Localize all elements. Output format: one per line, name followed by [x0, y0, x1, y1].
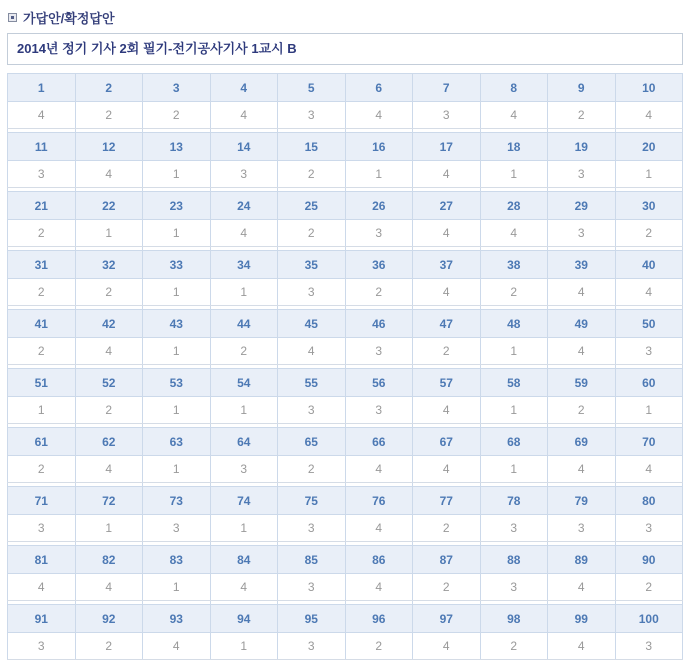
answer-cell: 1 — [8, 397, 76, 424]
question-number-cell: 25 — [278, 192, 346, 220]
question-number-cell: 65 — [278, 428, 346, 456]
answer-cell: 2 — [345, 633, 413, 660]
question-number-cell: 5 — [278, 74, 346, 102]
answer-row — [8, 279, 683, 306]
question-number-cell: 18 — [480, 133, 548, 161]
question-number-cell: 61 — [8, 428, 76, 456]
answer-cell: 4 — [210, 220, 278, 247]
answer-cell: 3 — [548, 161, 616, 188]
answer-cell: 3 — [278, 574, 346, 601]
question-number-cell: 89 — [548, 546, 616, 574]
question-number-cell: 23 — [143, 192, 211, 220]
answer-cell: 3 — [345, 397, 413, 424]
answer-cell: 1 — [480, 456, 548, 483]
answer-cell: 2 — [8, 456, 76, 483]
question-number-row — [8, 251, 683, 279]
answer-cell: 4 — [345, 574, 413, 601]
question-number-cell: 8 — [480, 74, 548, 102]
answer-cell: 4 — [548, 456, 616, 483]
question-number-cell: 76 — [345, 487, 413, 515]
question-number-cell: 83 — [143, 546, 211, 574]
question-number-row — [8, 133, 683, 161]
answer-row — [8, 574, 683, 601]
answer-cell: 3 — [548, 220, 616, 247]
answer-cell: 2 — [210, 338, 278, 365]
answer-cell: 2 — [143, 102, 211, 129]
question-number-cell: 67 — [413, 428, 481, 456]
question-number-cell: 57 — [413, 369, 481, 397]
answer-cell: 4 — [548, 279, 616, 306]
question-number-cell: 9 — [548, 74, 616, 102]
question-number-cell: 99 — [548, 605, 616, 633]
answer-cell: 3 — [615, 338, 683, 365]
question-number-cell: 64 — [210, 428, 278, 456]
question-number-cell: 39 — [548, 251, 616, 279]
section-heading — [8, 8, 683, 26]
answer-cell: 4 — [210, 574, 278, 601]
question-number-row — [8, 74, 683, 102]
answer-cell: 3 — [8, 515, 76, 542]
question-number-cell: 86 — [345, 546, 413, 574]
question-number-cell: 37 — [413, 251, 481, 279]
section-bullet-icon — [8, 13, 17, 22]
answer-cell: 3 — [278, 515, 346, 542]
answer-cell: 2 — [278, 456, 346, 483]
answer-cell: 4 — [548, 574, 616, 601]
question-number-cell: 16 — [345, 133, 413, 161]
question-number-cell: 44 — [210, 310, 278, 338]
question-number-cell: 36 — [345, 251, 413, 279]
answer-cell: 1 — [143, 574, 211, 601]
answer-cell: 2 — [75, 102, 143, 129]
question-number-cell: 38 — [480, 251, 548, 279]
question-number-cell: 58 — [480, 369, 548, 397]
answer-cell: 3 — [278, 279, 346, 306]
answer-cell: 2 — [75, 397, 143, 424]
question-number-cell: 98 — [480, 605, 548, 633]
question-number-row — [8, 546, 683, 574]
question-number-cell: 51 — [8, 369, 76, 397]
answer-cell: 2 — [8, 220, 76, 247]
question-number-cell: 97 — [413, 605, 481, 633]
answer-cell: 4 — [8, 102, 76, 129]
answer-cell: 2 — [548, 102, 616, 129]
question-number-cell: 32 — [75, 251, 143, 279]
question-number-cell: 56 — [345, 369, 413, 397]
question-number-cell: 43 — [143, 310, 211, 338]
answer-cell: 2 — [615, 220, 683, 247]
answer-cell: 1 — [143, 338, 211, 365]
question-number-cell: 11 — [8, 133, 76, 161]
answer-table — [7, 73, 683, 660]
answer-row — [8, 397, 683, 424]
question-number-cell: 82 — [75, 546, 143, 574]
question-number-row — [8, 487, 683, 515]
question-number-cell: 35 — [278, 251, 346, 279]
answer-cell: 1 — [345, 161, 413, 188]
answer-cell: 1 — [615, 161, 683, 188]
answer-cell: 4 — [548, 633, 616, 660]
answer-row — [8, 161, 683, 188]
question-number-cell: 14 — [210, 133, 278, 161]
answer-cell: 4 — [143, 633, 211, 660]
answer-cell: 3 — [278, 102, 346, 129]
answer-cell: 3 — [210, 456, 278, 483]
question-number-cell: 96 — [345, 605, 413, 633]
question-number-cell: 54 — [210, 369, 278, 397]
answer-cell: 3 — [8, 161, 76, 188]
answer-cell: 4 — [413, 633, 481, 660]
answer-cell: 1 — [480, 397, 548, 424]
question-number-cell: 4 — [210, 74, 278, 102]
question-number-cell: 77 — [413, 487, 481, 515]
answer-cell: 2 — [413, 338, 481, 365]
answer-row — [8, 102, 683, 129]
answer-cell: 4 — [8, 574, 76, 601]
question-number-cell: 87 — [413, 546, 481, 574]
question-number-cell: 33 — [143, 251, 211, 279]
answer-cell: 2 — [278, 161, 346, 188]
question-number-cell: 31 — [8, 251, 76, 279]
question-number-cell: 91 — [8, 605, 76, 633]
answer-cell: 2 — [345, 279, 413, 306]
answer-cell: 1 — [615, 397, 683, 424]
exam-title-box — [7, 33, 683, 65]
question-number-cell: 48 — [480, 310, 548, 338]
answer-cell: 4 — [413, 161, 481, 188]
question-number-cell: 46 — [345, 310, 413, 338]
question-number-cell: 34 — [210, 251, 278, 279]
answer-cell: 4 — [480, 102, 548, 129]
question-number-cell: 55 — [278, 369, 346, 397]
question-number-cell: 45 — [278, 310, 346, 338]
answer-cell: 1 — [143, 397, 211, 424]
answer-cell: 2 — [8, 338, 76, 365]
question-number-cell: 49 — [548, 310, 616, 338]
question-number-cell: 63 — [143, 428, 211, 456]
answer-cell: 4 — [278, 338, 346, 365]
question-number-cell: 75 — [278, 487, 346, 515]
answer-cell: 4 — [413, 279, 481, 306]
question-number-cell: 71 — [8, 487, 76, 515]
question-number-cell: 60 — [615, 369, 683, 397]
question-number-cell: 22 — [75, 192, 143, 220]
question-number-cell: 42 — [75, 310, 143, 338]
question-number-cell: 80 — [615, 487, 683, 515]
question-number-cell: 73 — [143, 487, 211, 515]
question-number-cell: 68 — [480, 428, 548, 456]
answer-cell: 3 — [210, 161, 278, 188]
question-number-cell: 50 — [615, 310, 683, 338]
answer-cell: 3 — [278, 633, 346, 660]
answer-row — [8, 220, 683, 247]
answer-cell: 1 — [210, 279, 278, 306]
answer-cell: 4 — [210, 102, 278, 129]
answer-cell: 2 — [278, 220, 346, 247]
answer-cell: 4 — [345, 456, 413, 483]
answer-cell: 4 — [615, 456, 683, 483]
answer-cell: 4 — [615, 102, 683, 129]
answer-cell: 4 — [413, 397, 481, 424]
answer-cell: 1 — [210, 633, 278, 660]
question-number-cell: 84 — [210, 546, 278, 574]
answer-cell: 2 — [548, 397, 616, 424]
answer-cell: 1 — [143, 161, 211, 188]
answer-cell: 4 — [75, 456, 143, 483]
question-number-cell: 40 — [615, 251, 683, 279]
question-number-cell: 88 — [480, 546, 548, 574]
answer-cell: 2 — [480, 633, 548, 660]
answer-cell: 2 — [413, 515, 481, 542]
question-number-row — [8, 428, 683, 456]
answer-cell: 3 — [143, 515, 211, 542]
question-number-cell: 70 — [615, 428, 683, 456]
section-heading-label: 가답안/확정답안 — [23, 10, 115, 26]
question-number-cell: 74 — [210, 487, 278, 515]
question-number-cell: 41 — [8, 310, 76, 338]
answer-cell: 4 — [75, 574, 143, 601]
answer-cell: 2 — [75, 279, 143, 306]
answer-cell: 4 — [345, 515, 413, 542]
question-number-row — [8, 369, 683, 397]
answer-cell: 2 — [480, 279, 548, 306]
question-number-cell: 59 — [548, 369, 616, 397]
answer-cell: 3 — [413, 102, 481, 129]
answer-table-body — [8, 74, 683, 660]
answer-cell: 3 — [548, 515, 616, 542]
answer-cell: 4 — [615, 279, 683, 306]
answer-cell: 1 — [143, 279, 211, 306]
question-number-cell: 26 — [345, 192, 413, 220]
answer-cell: 1 — [210, 397, 278, 424]
question-number-cell: 17 — [413, 133, 481, 161]
question-number-cell: 20 — [615, 133, 683, 161]
question-number-cell: 93 — [143, 605, 211, 633]
question-number-cell: 78 — [480, 487, 548, 515]
question-number-cell: 27 — [413, 192, 481, 220]
answer-cell: 4 — [480, 220, 548, 247]
answer-row — [8, 338, 683, 365]
answer-row — [8, 456, 683, 483]
question-number-cell: 1 — [8, 74, 76, 102]
answer-cell: 1 — [75, 515, 143, 542]
question-number-cell: 29 — [548, 192, 616, 220]
question-number-cell: 94 — [210, 605, 278, 633]
question-number-cell: 28 — [480, 192, 548, 220]
answer-cell: 3 — [278, 397, 346, 424]
answer-cell: 1 — [143, 220, 211, 247]
question-number-row — [8, 605, 683, 633]
answer-row — [8, 515, 683, 542]
question-number-cell: 21 — [8, 192, 76, 220]
question-number-cell: 19 — [548, 133, 616, 161]
answer-cell: 3 — [345, 338, 413, 365]
question-number-cell: 53 — [143, 369, 211, 397]
answer-cell: 4 — [413, 456, 481, 483]
answer-cell: 4 — [413, 220, 481, 247]
question-number-cell: 15 — [278, 133, 346, 161]
question-number-row — [8, 192, 683, 220]
answer-cell: 1 — [480, 161, 548, 188]
question-number-cell: 24 — [210, 192, 278, 220]
question-number-cell: 79 — [548, 487, 616, 515]
question-number-cell: 13 — [143, 133, 211, 161]
answer-cell: 4 — [75, 338, 143, 365]
answer-cell: 2 — [8, 279, 76, 306]
answer-cell: 1 — [480, 338, 548, 365]
question-number-cell: 2 — [75, 74, 143, 102]
answer-cell: 3 — [480, 574, 548, 601]
answer-cell: 1 — [75, 220, 143, 247]
answer-cell: 3 — [8, 633, 76, 660]
answer-cell: 3 — [615, 515, 683, 542]
answer-cell: 3 — [480, 515, 548, 542]
question-number-cell: 7 — [413, 74, 481, 102]
answer-cell: 4 — [548, 338, 616, 365]
answer-cell: 1 — [210, 515, 278, 542]
question-number-cell: 90 — [615, 546, 683, 574]
question-number-cell: 12 — [75, 133, 143, 161]
question-number-cell: 52 — [75, 369, 143, 397]
answer-cell: 2 — [413, 574, 481, 601]
question-number-row — [8, 310, 683, 338]
exam-title: 2014년 정기 기사 2회 필기-전기공사기사 1교시 B — [17, 41, 297, 56]
answer-row — [8, 633, 683, 660]
question-number-cell: 62 — [75, 428, 143, 456]
answer-cell: 4 — [345, 102, 413, 129]
question-number-cell: 85 — [278, 546, 346, 574]
question-number-cell: 30 — [615, 192, 683, 220]
answer-cell: 2 — [615, 574, 683, 601]
question-number-cell: 66 — [345, 428, 413, 456]
question-number-cell: 92 — [75, 605, 143, 633]
question-number-cell: 47 — [413, 310, 481, 338]
question-number-cell: 81 — [8, 546, 76, 574]
question-number-cell: 3 — [143, 74, 211, 102]
answer-cell: 2 — [75, 633, 143, 660]
question-number-cell: 6 — [345, 74, 413, 102]
question-number-cell: 72 — [75, 487, 143, 515]
question-number-cell: 10 — [615, 74, 683, 102]
question-number-cell: 95 — [278, 605, 346, 633]
answer-cell: 3 — [345, 220, 413, 247]
question-number-cell: 69 — [548, 428, 616, 456]
answer-cell: 1 — [143, 456, 211, 483]
question-number-cell: 100 — [615, 605, 683, 633]
answer-cell: 3 — [615, 633, 683, 660]
answer-cell: 4 — [75, 161, 143, 188]
